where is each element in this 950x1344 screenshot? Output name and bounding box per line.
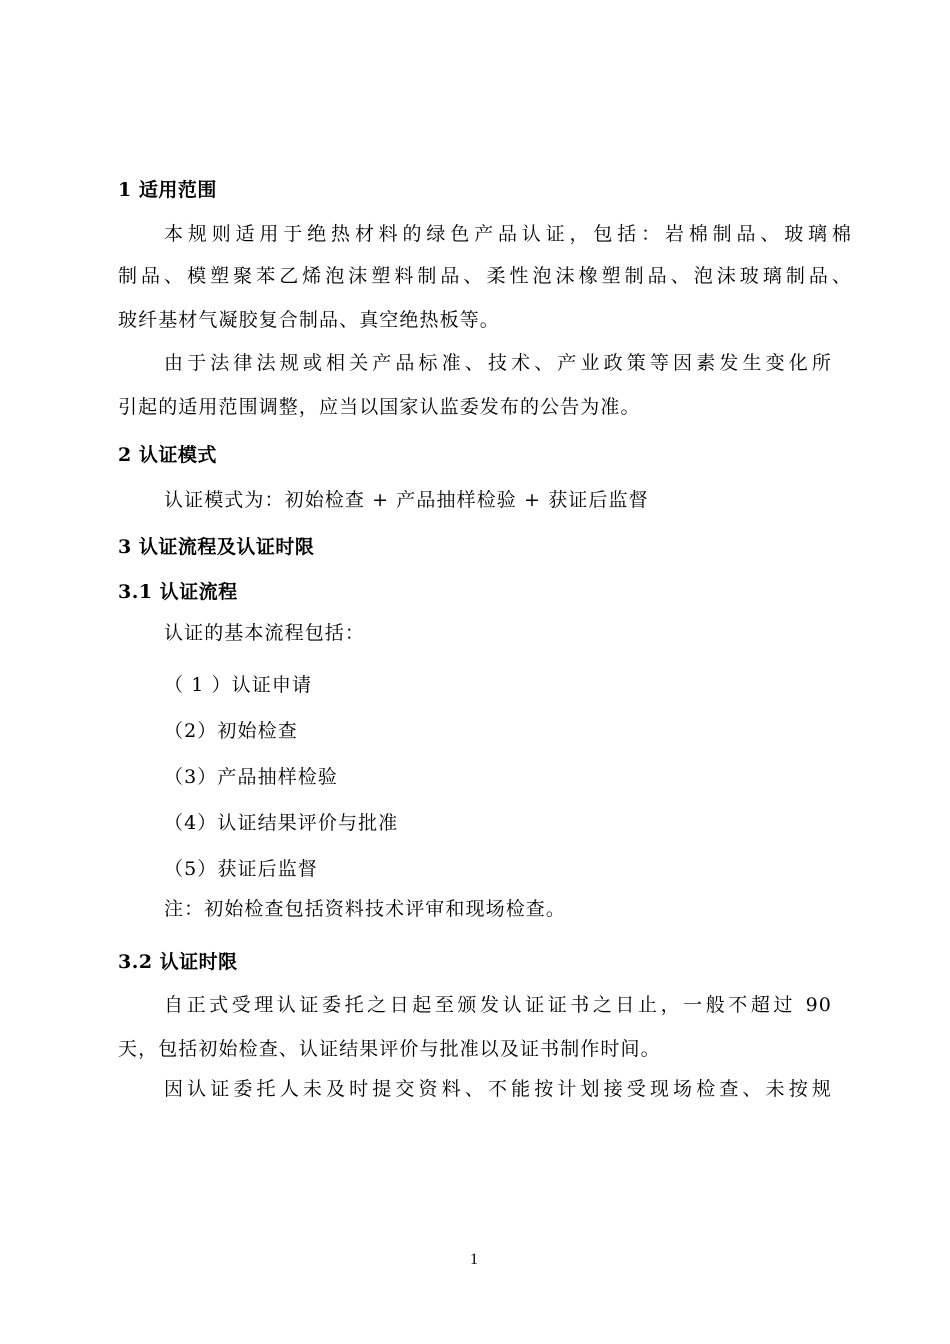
section-3-1-intro: 认证的基本流程包括： (164, 622, 366, 644)
process-step-1: （ 1 ）认证申请 (164, 674, 313, 696)
section-3-1-note: 注：初始检查包括资料技术评审和现场检查。 (164, 898, 567, 920)
section-2-heading: 2 认证模式 (118, 444, 217, 466)
section-1-paragraph-2-line-2: 引起的适用范围调整，应当以国家认监委发布的公告为准。 (118, 396, 641, 418)
section-3-heading: 3 认证流程及认证时限 (118, 536, 315, 558)
section-3-1-heading: 3.1 认证流程 (118, 581, 238, 603)
process-step-4: （4）认证结果评价与批准 (164, 812, 399, 834)
section-3-2-heading: 3.2 认证时限 (118, 951, 238, 973)
section-2-paragraph: 认证模式为：初始检查 + 产品抽样检验 + 获证后监督 (164, 489, 649, 511)
process-step-2: （2）初始检查 (164, 720, 298, 742)
section-3-2-paragraph-2-line-1: 因认证委托人未及时提交资料、不能按计划接受现场检查、未按规 (164, 1078, 832, 1100)
section-3-2-paragraph-1-line-2: 天，包括初始检查、认证结果评价与批准以及证书制作时间。 (118, 1038, 661, 1060)
section-1-paragraph-1-line-2: 制品、模塑聚苯乙烯泡沫塑料制品、柔性泡沫橡塑制品、泡沫玻璃制品、 (118, 265, 852, 287)
section-1-heading: 1 适用范围 (118, 179, 217, 201)
section-1-paragraph-1-line-1: 本规则适用于绝热材料的绿色产品认证，包括：岩棉制品、玻璃棉 (164, 223, 852, 245)
section-3-2-paragraph-1-line-1: 自正式受理认证委托之日起至颁发认证证书之日止，一般不超过 90 (164, 994, 832, 1016)
process-step-5: （5）获证后监督 (164, 858, 318, 880)
section-1-paragraph-2-line-1: 由于法律法规或相关产品标准、技术、产业政策等因素发生变化所 (164, 352, 832, 374)
section-1-paragraph-1-line-3: 玻纤基材气凝胶复合制品、真空绝热板等。 (118, 309, 500, 331)
process-step-3: （3）产品抽样检验 (164, 766, 338, 788)
page-number: 1 (470, 1251, 478, 1268)
